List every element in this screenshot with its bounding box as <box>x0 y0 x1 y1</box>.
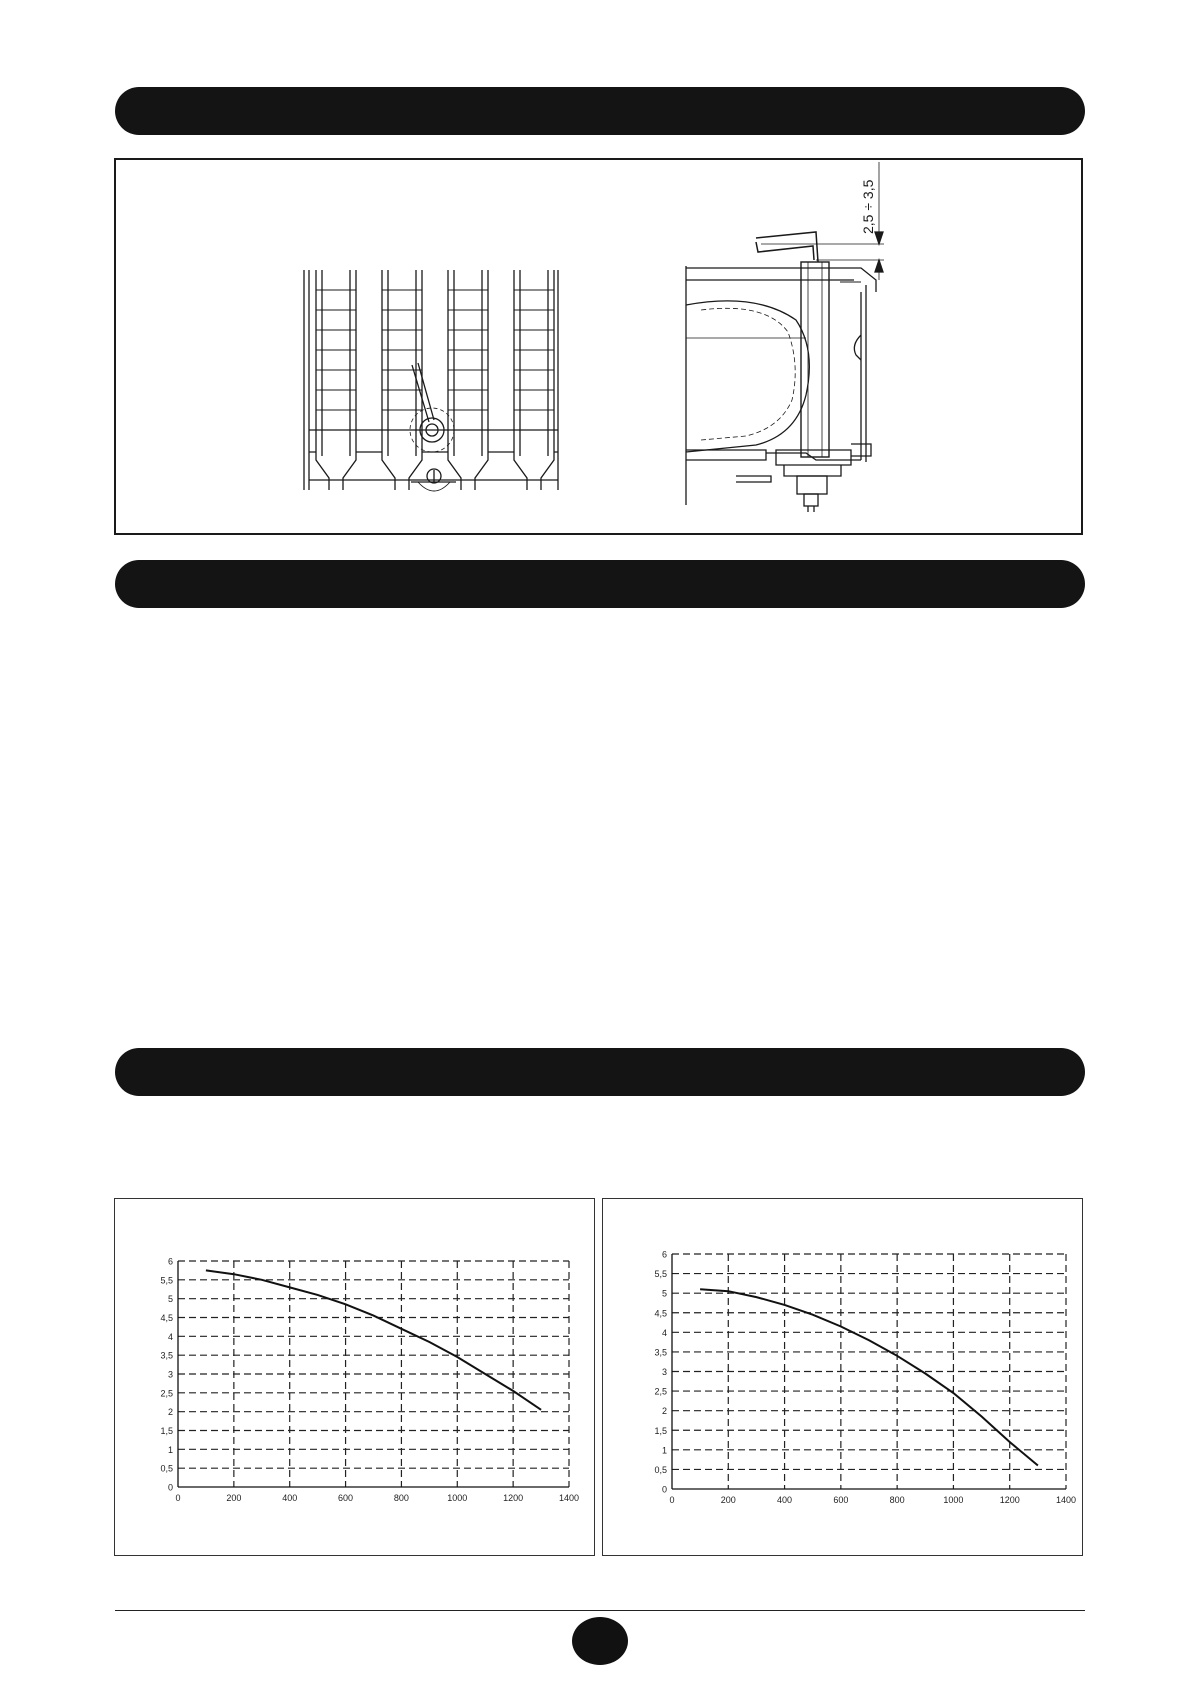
x-tick-label: 1200 <box>503 1493 524 1503</box>
x-tick-label: 800 <box>889 1495 905 1505</box>
y-tick-label: 5 <box>661 1288 667 1299</box>
x-tick-label: 400 <box>282 1493 298 1503</box>
section-header-bar-3 <box>115 1048 1085 1096</box>
x-tick-label: 200 <box>226 1493 242 1503</box>
y-tick-label: 3 <box>167 1369 173 1380</box>
y-tick-label: 5,5 <box>160 1275 173 1286</box>
y-tick-label: 6 <box>661 1249 667 1260</box>
y-tick-label: 1,5 <box>160 1426 173 1436</box>
y-tick-label: 0,5 <box>160 1463 173 1474</box>
series-line-0 <box>206 1270 541 1409</box>
y-tick-label: 2 <box>661 1406 667 1417</box>
y-tick-label: 3,5 <box>654 1347 667 1358</box>
electrode-drawing-figure <box>114 158 1083 535</box>
x-tick-label: 0 <box>669 1495 675 1505</box>
pump-chart-left <box>115 1199 593 1554</box>
section-header-bar-1 <box>115 87 1085 135</box>
y-tick-label: 1 <box>661 1445 667 1456</box>
y-tick-label: 6 <box>167 1256 173 1267</box>
series-line-0 <box>700 1289 1038 1465</box>
burner-ramps-drawing <box>304 270 558 491</box>
page-number-badge <box>572 1617 628 1665</box>
y-tick-label: 4 <box>167 1331 173 1342</box>
electrode-section-drawing <box>686 162 884 512</box>
gap-dimension-label: 2,5 ÷ 3,5 <box>860 179 876 234</box>
y-tick-label: 3,5 <box>160 1350 173 1361</box>
footer-rule <box>115 1610 1085 1611</box>
y-tick-label: 2 <box>167 1407 173 1418</box>
y-tick-label: 5,5 <box>654 1269 667 1280</box>
x-tick-label: 1400 <box>1055 1495 1077 1505</box>
y-tick-label: 0 <box>167 1482 173 1493</box>
y-tick-label: 4 <box>661 1327 667 1338</box>
x-tick-label: 200 <box>720 1495 736 1505</box>
y-tick-label: 5 <box>167 1294 173 1305</box>
x-tick-label: 1000 <box>943 1495 964 1505</box>
y-tick-label: 1,5 <box>654 1425 667 1436</box>
y-tick-label: 0,5 <box>654 1464 667 1475</box>
y-tick-label: 2,5 <box>654 1386 667 1397</box>
x-tick-label: 1400 <box>558 1493 580 1503</box>
y-tick-label: 4,5 <box>654 1308 667 1319</box>
chart-panel-right <box>602 1198 1083 1556</box>
y-tick-label: 3 <box>661 1367 667 1377</box>
x-tick-label: 0 <box>175 1493 181 1503</box>
x-tick-label: 1000 <box>447 1493 468 1503</box>
x-tick-label: 800 <box>393 1493 409 1503</box>
section-header-bar-2 <box>115 560 1085 608</box>
y-tick-label: 4,5 <box>160 1313 173 1323</box>
y-tick-label: 1 <box>167 1444 173 1455</box>
x-tick-label: 400 <box>777 1495 793 1505</box>
pump-chart-right <box>603 1199 1081 1554</box>
x-tick-label: 600 <box>338 1493 354 1503</box>
x-tick-label: 600 <box>833 1495 849 1505</box>
y-tick-label: 2,5 <box>160 1388 173 1399</box>
x-tick-label: 1200 <box>999 1495 1020 1505</box>
chart-panel-left <box>114 1198 595 1556</box>
y-tick-label: 0 <box>661 1484 667 1495</box>
electrode-drawing <box>116 160 1081 533</box>
